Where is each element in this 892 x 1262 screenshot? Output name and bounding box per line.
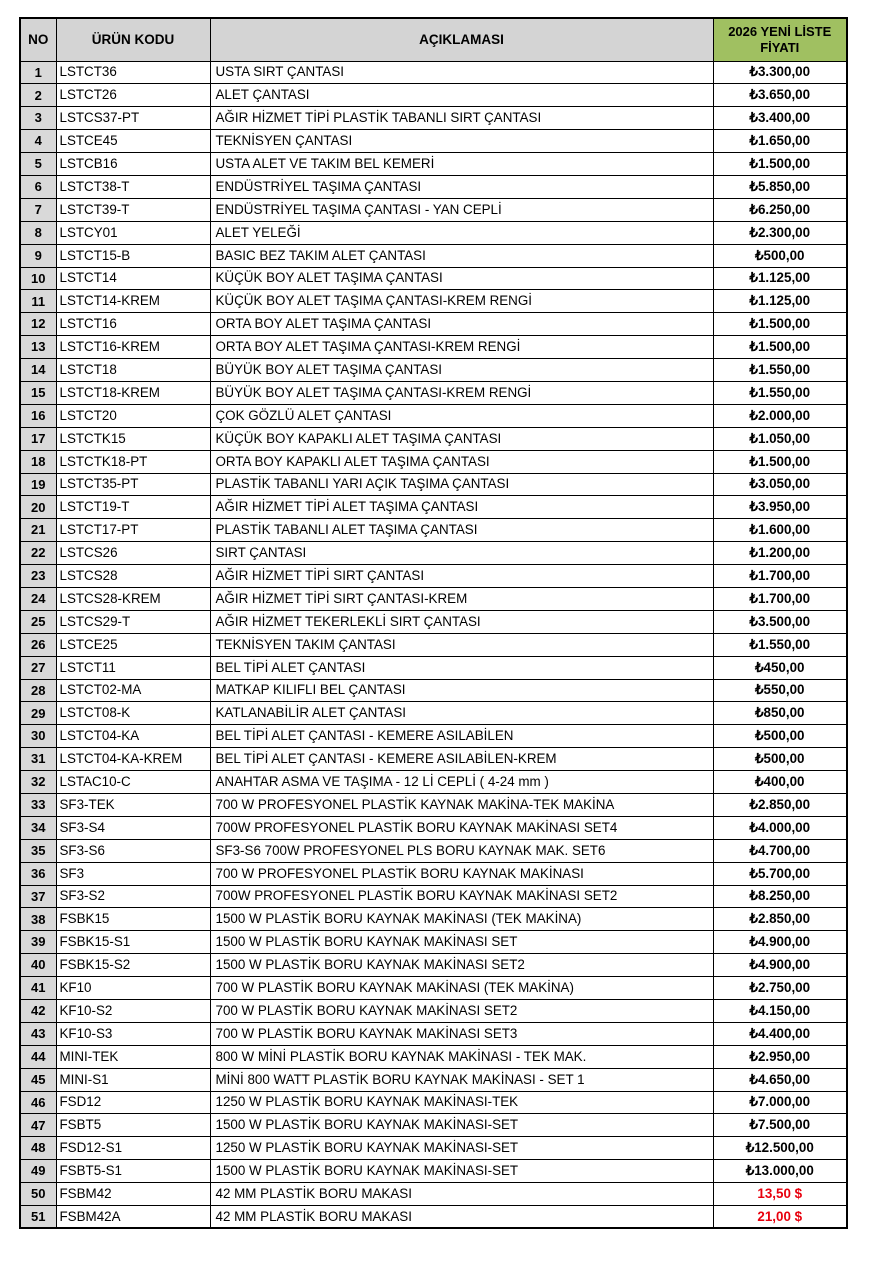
cell-row-number: 49: [20, 1160, 56, 1183]
cell-price: ₺3.650,00: [713, 84, 847, 107]
cell-price: ₺5.850,00: [713, 175, 847, 198]
cell-row-number: 25: [20, 610, 56, 633]
cell-row-number: 9: [20, 244, 56, 267]
cell-row-number: 10: [20, 267, 56, 290]
cell-row-number: 36: [20, 862, 56, 885]
cell-description: 1500 W PLASTİK BORU KAYNAK MAKİNASI SET: [210, 931, 713, 954]
cell-product-code: SF3-TEK: [56, 794, 210, 817]
cell-row-number: 35: [20, 839, 56, 862]
cell-product-code: LSTCS28: [56, 565, 210, 588]
cell-description: ANAHTAR ASMA VE TAŞIMA - 12 Lİ CEPLİ ( 4-24 mm ): [210, 771, 713, 794]
cell-price: ₺1.550,00: [713, 359, 847, 382]
cell-price: ₺1.550,00: [713, 633, 847, 656]
cell-price: ₺4.900,00: [713, 954, 847, 977]
cell-product-code: KF10: [56, 977, 210, 1000]
table-row: [20, 954, 847, 977]
cell-price: ₺2.300,00: [713, 221, 847, 244]
cell-price: ₺1.500,00: [713, 313, 847, 336]
cell-product-code: KF10-S2: [56, 1000, 210, 1023]
cell-row-number: 51: [20, 1206, 56, 1229]
cell-product-code: LSTCT20: [56, 404, 210, 427]
table-body: [20, 61, 847, 1228]
column-header-description: AÇIKLAMASI: [210, 18, 713, 61]
cell-description: BÜYÜK BOY ALET TAŞIMA ÇANTASI-KREM RENGİ: [210, 381, 713, 404]
table-row: [20, 542, 847, 565]
cell-product-code: SF3-S2: [56, 885, 210, 908]
cell-product-code: LSTCS26: [56, 542, 210, 565]
cell-product-code: FSD12-S1: [56, 1137, 210, 1160]
cell-description: TEKNİSYEN ÇANTASI: [210, 130, 713, 153]
table-row: [20, 839, 847, 862]
cell-price: ₺1.700,00: [713, 587, 847, 610]
table-row: [20, 1068, 847, 1091]
cell-description: KÜÇÜK BOY KAPAKLI ALET TAŞIMA ÇANTASI: [210, 427, 713, 450]
table-row: [20, 404, 847, 427]
table-row: [20, 313, 847, 336]
cell-price: ₺500,00: [713, 725, 847, 748]
cell-description: 1500 W PLASTİK BORU KAYNAK MAKİNASI-SET: [210, 1114, 713, 1137]
cell-row-number: 39: [20, 931, 56, 954]
table-row: [20, 977, 847, 1000]
table-row: [20, 336, 847, 359]
cell-description: 800 W MİNİ PLASTİK BORU KAYNAK MAKİNASI - TEK MAK.: [210, 1045, 713, 1068]
table-row: [20, 748, 847, 771]
cell-price: ₺1.550,00: [713, 381, 847, 404]
cell-row-number: 30: [20, 725, 56, 748]
cell-price: ₺2.850,00: [713, 794, 847, 817]
cell-row-number: 3: [20, 107, 56, 130]
cell-price: ₺2.950,00: [713, 1045, 847, 1068]
cell-row-number: 5: [20, 153, 56, 176]
cell-product-code: LSTCS28-KREM: [56, 587, 210, 610]
cell-price: ₺2.850,00: [713, 908, 847, 931]
cell-price: ₺3.400,00: [713, 107, 847, 130]
cell-price: ₺2.750,00: [713, 977, 847, 1000]
cell-price: ₺1.700,00: [713, 565, 847, 588]
cell-price: ₺3.300,00: [713, 61, 847, 84]
cell-product-code: LSTCT17-PT: [56, 519, 210, 542]
table-row: [20, 175, 847, 198]
cell-description: 42 MM PLASTİK BORU MAKASI: [210, 1206, 713, 1229]
cell-description: ÇOK GÖZLÜ ALET ÇANTASI: [210, 404, 713, 427]
cell-row-number: 15: [20, 381, 56, 404]
cell-description: BEL TİPİ ALET ÇANTASI - KEMERE ASILABİLEN-KREM: [210, 748, 713, 771]
cell-product-code: LSTCT11: [56, 656, 210, 679]
cell-description: PLASTİK TABANLI YARI AÇIK TAŞIMA ÇANTASI: [210, 473, 713, 496]
cell-row-number: 37: [20, 885, 56, 908]
cell-description: AĞIR HİZMET TİPİ PLASTİK TABANLI SIRT ÇANTASI: [210, 107, 713, 130]
cell-description: 1250 W PLASTİK BORU KAYNAK MAKİNASI-SET: [210, 1137, 713, 1160]
product-price-table: [19, 17, 848, 1229]
cell-price: ₺500,00: [713, 244, 847, 267]
cell-row-number: 13: [20, 336, 56, 359]
cell-price: ₺12.500,00: [713, 1137, 847, 1160]
cell-price: ₺2.000,00: [713, 404, 847, 427]
table-row: [20, 519, 847, 542]
cell-row-number: 22: [20, 542, 56, 565]
table-header: [20, 18, 847, 61]
cell-product-code: LSTCT08-K: [56, 702, 210, 725]
cell-description: 1500 W PLASTİK BORU KAYNAK MAKİNASI SET2: [210, 954, 713, 977]
cell-product-code: LSTCB16: [56, 153, 210, 176]
table-row: [20, 107, 847, 130]
cell-description: ORTA BOY ALET TAŞIMA ÇANTASI: [210, 313, 713, 336]
cell-row-number: 43: [20, 1022, 56, 1045]
column-header-price: 2026 YENİ LİSTE FİYATI: [713, 18, 847, 61]
cell-description: USTA ALET VE TAKIM BEL KEMERİ: [210, 153, 713, 176]
cell-product-code: FSBK15-S2: [56, 954, 210, 977]
cell-row-number: 45: [20, 1068, 56, 1091]
cell-row-number: 46: [20, 1091, 56, 1114]
cell-description: USTA SIRT ÇANTASI: [210, 61, 713, 84]
cell-description: 700 W PROFESYONEL PLASTİK KAYNAK MAKİNA-TEK MAKİNA: [210, 794, 713, 817]
table-row: [20, 153, 847, 176]
cell-product-code: FSBT5-S1: [56, 1160, 210, 1183]
cell-description: AĞIR HİZMET TİPİ ALET TAŞIMA ÇANTASI: [210, 496, 713, 519]
cell-product-code: LSTCT14: [56, 267, 210, 290]
cell-description: SIRT ÇANTASI: [210, 542, 713, 565]
cell-product-code: LSTCS37-PT: [56, 107, 210, 130]
cell-product-code: MINI-S1: [56, 1068, 210, 1091]
cell-product-code: FSBM42: [56, 1183, 210, 1206]
cell-row-number: 40: [20, 954, 56, 977]
cell-row-number: 34: [20, 816, 56, 839]
cell-product-code: LSTCT15-B: [56, 244, 210, 267]
cell-row-number: 33: [20, 794, 56, 817]
cell-product-code: LSTAC10-C: [56, 771, 210, 794]
cell-description: 700 W PLASTİK BORU KAYNAK MAKİNASI (TEK MAKİNA): [210, 977, 713, 1000]
cell-price: 13,50 $: [713, 1183, 847, 1206]
cell-row-number: 12: [20, 313, 56, 336]
cell-row-number: 11: [20, 290, 56, 313]
cell-row-number: 14: [20, 359, 56, 382]
cell-price: ₺850,00: [713, 702, 847, 725]
cell-price: ₺1.500,00: [713, 336, 847, 359]
cell-price: ₺1.200,00: [713, 542, 847, 565]
cell-description: 42 MM PLASTİK BORU MAKASI: [210, 1183, 713, 1206]
table-row: [20, 587, 847, 610]
cell-description: BEL TİPİ ALET ÇANTASI: [210, 656, 713, 679]
cell-price: ₺1.500,00: [713, 153, 847, 176]
cell-product-code: LSTCT18-KREM: [56, 381, 210, 404]
cell-row-number: 27: [20, 656, 56, 679]
cell-product-code: SF3-S6: [56, 839, 210, 862]
cell-price: ₺4.650,00: [713, 1068, 847, 1091]
cell-row-number: 28: [20, 679, 56, 702]
column-header-product-code: ÜRÜN KODU: [56, 18, 210, 61]
cell-description: TEKNİSYEN TAKIM ÇANTASI: [210, 633, 713, 656]
table-row: [20, 1137, 847, 1160]
cell-product-code: LSTCT38-T: [56, 175, 210, 198]
table-row: [20, 633, 847, 656]
table-row: [20, 862, 847, 885]
cell-product-code: LSTCE25: [56, 633, 210, 656]
cell-product-code: LSTCT26: [56, 84, 210, 107]
cell-row-number: 8: [20, 221, 56, 244]
table-row: [20, 244, 847, 267]
cell-row-number: 29: [20, 702, 56, 725]
cell-description: 700W PROFESYONEL PLASTİK BORU KAYNAK MAKİNASI SET2: [210, 885, 713, 908]
table-row: [20, 267, 847, 290]
cell-row-number: 17: [20, 427, 56, 450]
table-row: [20, 794, 847, 817]
cell-price: ₺1.125,00: [713, 267, 847, 290]
table-row: [20, 61, 847, 84]
cell-description: 700 W PLASTİK BORU KAYNAK MAKİNASI SET3: [210, 1022, 713, 1045]
cell-price: ₺1.050,00: [713, 427, 847, 450]
cell-price: ₺3.500,00: [713, 610, 847, 633]
cell-product-code: LSTCT19-T: [56, 496, 210, 519]
cell-row-number: 24: [20, 587, 56, 610]
cell-description: AĞIR HİZMET TİPİ SIRT ÇANTASI: [210, 565, 713, 588]
cell-product-code: LSTCTK18-PT: [56, 450, 210, 473]
cell-description: ENDÜSTRİYEL TAŞIMA ÇANTASI - YAN CEPLİ: [210, 198, 713, 221]
cell-description: AĞIR HİZMET TEKERLEKLİ SIRT ÇANTASI: [210, 610, 713, 633]
cell-price: ₺4.150,00: [713, 1000, 847, 1023]
cell-price: ₺7.000,00: [713, 1091, 847, 1114]
cell-price: ₺4.400,00: [713, 1022, 847, 1045]
cell-price: 21,00 $: [713, 1206, 847, 1229]
cell-product-code: LSTCY01: [56, 221, 210, 244]
table-row: [20, 816, 847, 839]
table-row: [20, 565, 847, 588]
cell-description: ALET YELEĞİ: [210, 221, 713, 244]
cell-description: KATLANABİLİR ALET ÇANTASI: [210, 702, 713, 725]
table-row: [20, 381, 847, 404]
cell-description: 1500 W PLASTİK BORU KAYNAK MAKİNASI-SET: [210, 1160, 713, 1183]
cell-product-code: LSTCT36: [56, 61, 210, 84]
cell-price: ₺4.900,00: [713, 931, 847, 954]
cell-price: ₺500,00: [713, 748, 847, 771]
cell-row-number: 2: [20, 84, 56, 107]
cell-product-code: LSTCT35-PT: [56, 473, 210, 496]
cell-description: BÜYÜK BOY ALET TAŞIMA ÇANTASI: [210, 359, 713, 382]
cell-row-number: 18: [20, 450, 56, 473]
cell-row-number: 19: [20, 473, 56, 496]
cell-row-number: 16: [20, 404, 56, 427]
cell-product-code: MINI-TEK: [56, 1045, 210, 1068]
header-row: [20, 18, 847, 61]
table-row: [20, 610, 847, 633]
table-row: [20, 679, 847, 702]
cell-product-code: FSBK15: [56, 908, 210, 931]
cell-product-code: LSTCT16-KREM: [56, 336, 210, 359]
cell-price: ₺1.650,00: [713, 130, 847, 153]
table-row: [20, 1114, 847, 1137]
cell-description: 1500 W PLASTİK BORU KAYNAK MAKİNASI (TEK MAKİNA): [210, 908, 713, 931]
cell-price: ₺1.500,00: [713, 450, 847, 473]
cell-product-code: FSBK15-S1: [56, 931, 210, 954]
cell-price: ₺3.050,00: [713, 473, 847, 496]
cell-row-number: 20: [20, 496, 56, 519]
cell-product-code: SF3-S4: [56, 816, 210, 839]
table-row: [20, 1183, 847, 1206]
table-row: [20, 450, 847, 473]
table-row: [20, 359, 847, 382]
table-row: [20, 130, 847, 153]
cell-description: ALET ÇANTASI: [210, 84, 713, 107]
cell-row-number: 6: [20, 175, 56, 198]
cell-price: ₺6.250,00: [713, 198, 847, 221]
cell-row-number: 31: [20, 748, 56, 771]
table-row: [20, 908, 847, 931]
table-row: [20, 885, 847, 908]
table-row: [20, 702, 847, 725]
cell-product-code: LSTCTK15: [56, 427, 210, 450]
cell-description: AĞIR HİZMET TİPİ SIRT ÇANTASI-KREM: [210, 587, 713, 610]
cell-description: KÜÇÜK BOY ALET TAŞIMA ÇANTASI: [210, 267, 713, 290]
cell-row-number: 23: [20, 565, 56, 588]
cell-product-code: FSBM42A: [56, 1206, 210, 1229]
table-row: [20, 1091, 847, 1114]
cell-product-code: KF10-S3: [56, 1022, 210, 1045]
cell-price: ₺450,00: [713, 656, 847, 679]
cell-row-number: 1: [20, 61, 56, 84]
cell-row-number: 7: [20, 198, 56, 221]
cell-description: 700W PROFESYONEL PLASTİK BORU KAYNAK MAKİNASI SET4: [210, 816, 713, 839]
cell-description: ORTA BOY ALET TAŞIMA ÇANTASI-KREM RENGİ: [210, 336, 713, 359]
cell-price: ₺550,00: [713, 679, 847, 702]
cell-row-number: 26: [20, 633, 56, 656]
table-row: [20, 771, 847, 794]
cell-price: ₺4.700,00: [713, 839, 847, 862]
cell-product-code: LSTCS29-T: [56, 610, 210, 633]
cell-product-code: FSBT5: [56, 1114, 210, 1137]
cell-description: PLASTİK TABANLI ALET TAŞIMA ÇANTASI: [210, 519, 713, 542]
cell-row-number: 44: [20, 1045, 56, 1068]
table-row: [20, 496, 847, 519]
cell-price: ₺3.950,00: [713, 496, 847, 519]
cell-description: 700 W PROFESYONEL PLASTİK BORU KAYNAK MAKİNASI: [210, 862, 713, 885]
cell-product-code: LSTCT04-KA-KREM: [56, 748, 210, 771]
cell-price: ₺4.000,00: [713, 816, 847, 839]
table-row: [20, 931, 847, 954]
cell-price: ₺1.125,00: [713, 290, 847, 313]
cell-product-code: FSD12: [56, 1091, 210, 1114]
cell-description: MATKAP KILIFLI BEL ÇANTASI: [210, 679, 713, 702]
cell-description: KÜÇÜK BOY ALET TAŞIMA ÇANTASI-KREM RENGİ: [210, 290, 713, 313]
cell-description: 1250 W PLASTİK BORU KAYNAK MAKİNASI-TEK: [210, 1091, 713, 1114]
cell-row-number: 50: [20, 1183, 56, 1206]
table-row: [20, 656, 847, 679]
table-row: [20, 84, 847, 107]
column-header-no: NO: [20, 18, 56, 61]
cell-price: ₺400,00: [713, 771, 847, 794]
cell-product-code: LSTCT39-T: [56, 198, 210, 221]
cell-product-code: LSTCT18: [56, 359, 210, 382]
cell-row-number: 38: [20, 908, 56, 931]
cell-description: MİNİ 800 WATT PLASTİK BORU KAYNAK MAKİNASI - SET 1: [210, 1068, 713, 1091]
table-row: [20, 473, 847, 496]
table-row: [20, 427, 847, 450]
cell-product-code: LSTCT02-MA: [56, 679, 210, 702]
cell-row-number: 47: [20, 1114, 56, 1137]
table-row: [20, 1206, 847, 1229]
cell-product-code: LSTCT14-KREM: [56, 290, 210, 313]
cell-row-number: 32: [20, 771, 56, 794]
table-row: [20, 221, 847, 244]
cell-row-number: 41: [20, 977, 56, 1000]
table-row: [20, 725, 847, 748]
cell-description: BASIC BEZ TAKIM ALET ÇANTASI: [210, 244, 713, 267]
cell-price: ₺5.700,00: [713, 862, 847, 885]
table-row: [20, 290, 847, 313]
table-row: [20, 1000, 847, 1023]
cell-product-code: LSTCT16: [56, 313, 210, 336]
cell-row-number: 4: [20, 130, 56, 153]
cell-row-number: 21: [20, 519, 56, 542]
table-row: [20, 1045, 847, 1068]
cell-price: ₺13.000,00: [713, 1160, 847, 1183]
cell-description: SF3-S6 700W PROFESYONEL PLS BORU KAYNAK MAK. SET6: [210, 839, 713, 862]
table-row: [20, 1022, 847, 1045]
cell-description: 700 W PLASTİK BORU KAYNAK MAKİNASI SET2: [210, 1000, 713, 1023]
cell-product-code: SF3: [56, 862, 210, 885]
cell-description: ORTA BOY KAPAKLI ALET TAŞIMA ÇANTASI: [210, 450, 713, 473]
cell-description: ENDÜSTRİYEL TAŞIMA ÇANTASI: [210, 175, 713, 198]
cell-product-code: LSTCT04-KA: [56, 725, 210, 748]
table-row: [20, 198, 847, 221]
cell-product-code: LSTCE45: [56, 130, 210, 153]
cell-description: BEL TİPİ ALET ÇANTASI - KEMERE ASILABİLEN: [210, 725, 713, 748]
cell-price: ₺1.600,00: [713, 519, 847, 542]
cell-row-number: 48: [20, 1137, 56, 1160]
cell-row-number: 42: [20, 1000, 56, 1023]
cell-price: ₺8.250,00: [713, 885, 847, 908]
table-row: [20, 1160, 847, 1183]
cell-price: ₺7.500,00: [713, 1114, 847, 1137]
